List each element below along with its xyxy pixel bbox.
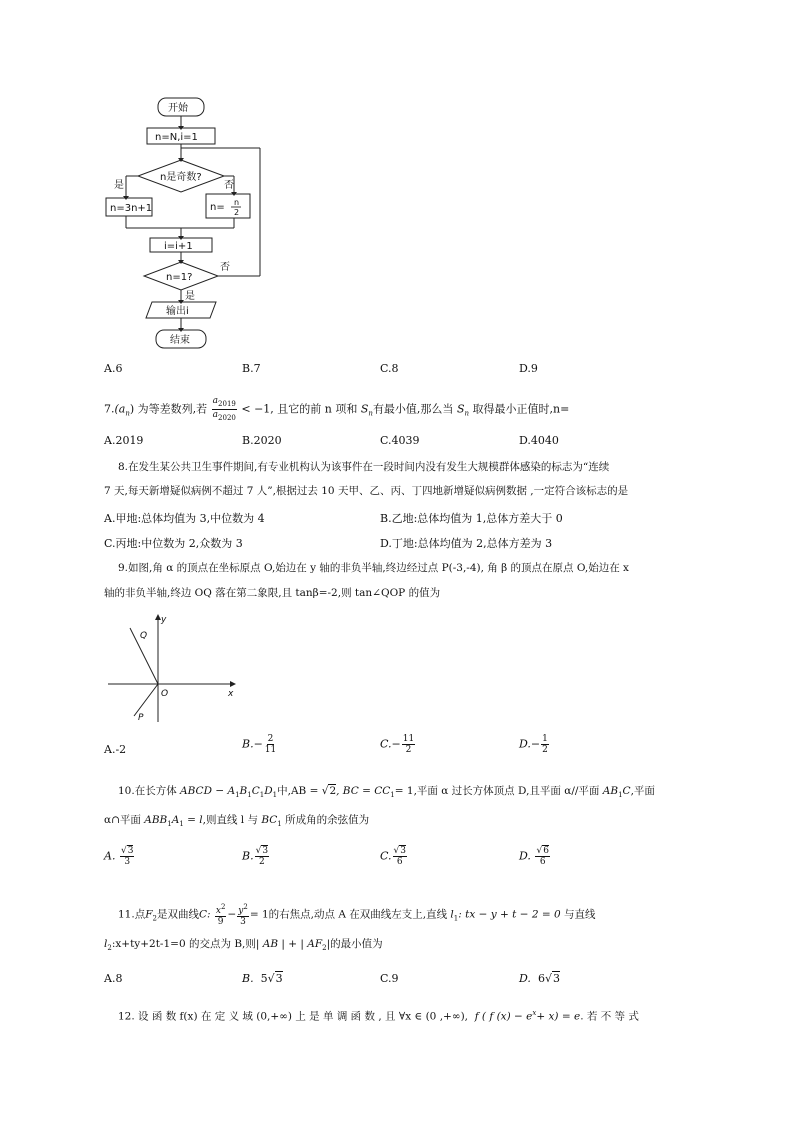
q10-stem-line2: α∩平面 $ABB_1A_1 = l$,则直线 l 与 $BC_1$ 所成角的余弦值为: [104, 814, 370, 829]
q8-option-a: A.甲地:总体均值为 3,中位数为 4: [104, 512, 265, 525]
q8-stem-line2: 7 天,每天新增疑似病例不超过 7 人”,根据过去 10 天甲、乙、丙、丁四地新增疑似病例数据 ,一定符合该标志的是: [104, 485, 629, 497]
flow-no2-label: 否: [220, 262, 230, 273]
q12-stem-line1: 12. 设 函 数 f(x) 在 定 义 域 (0,+∞) 上 是 单 调 函 数 , 且 ∀x ∈ (0 ,+∞), f ( f $(x) - e^x+ x) = e$. 若 不 等 式: [118, 1009, 639, 1023]
q8-stem-line1: 8.在发生某公共卫生事件期间,有专业机构认为该事件在一段时间内没有发生大规模群体感染的标志为“连续: [118, 461, 610, 473]
q7-option-c: C.4039: [380, 434, 420, 447]
flow-yes2-label: 是: [185, 291, 195, 302]
q11-stem-line2: $l_2:x+ty+2t-1=0$ 的交点为 B,则| AB | + | $AF_2|$的最小值为: [104, 938, 383, 953]
q9-axis-x: x: [228, 689, 234, 699]
q6-option-c: C.8: [380, 362, 399, 375]
flow-odd-label: n=3n+1: [110, 203, 153, 214]
q8-option-b: B.乙地:总体均值为 1,总体方差大于 0: [380, 512, 563, 525]
q11-option-c: C.9: [380, 972, 399, 985]
q6-option-b: B.7: [242, 362, 261, 375]
q7-option-b: B.2020: [242, 434, 282, 447]
flow-even-num: n: [234, 198, 240, 207]
flow-yes1-label: 是: [114, 180, 124, 191]
q9-option-a: A.-2: [104, 743, 127, 756]
q6-option-a: A.6: [104, 362, 123, 375]
q8-option-c: C.丙地:中位数为 2,众数为 3: [104, 537, 243, 550]
q9-stem-line1: 9.如图,角 α 的顶点在坐标原点 O,始边在 y 轴的非负半轴,终边经过点 P(-3,-4), 角 β 的顶点在原点 O,始边在 x: [118, 562, 629, 574]
q9-axis-y: y: [161, 615, 167, 625]
q9-angle-figure: [104, 612, 240, 724]
flow-even-label: n=: [210, 202, 225, 213]
q10-option-b: B. $\frac{√3}{2}$: [242, 846, 269, 867]
q11-option-d: D. 6√3: [519, 972, 560, 985]
flow-cond1-label: n是奇数?: [160, 172, 202, 183]
flow-no1-label: 否: [224, 180, 234, 191]
q7-option-a: A.2019: [104, 434, 144, 447]
flow-init-label: n=N,i=1: [155, 132, 198, 143]
q6-option-d: D.9: [519, 362, 538, 375]
flow-output-label: 输出i: [166, 306, 189, 317]
q11-option-a: A.8: [104, 972, 123, 985]
flow-cond2-label: n=1?: [166, 272, 193, 283]
q9-point-p: P: [138, 713, 144, 723]
flowchart-figure: [100, 92, 280, 354]
q10-stem-line1: 10.在长方体 ABCD − $A_1B_1C_1D_1$中,AB = √2, BC = $CC_1= 1$,平面 α 过长方体顶点 D,且平面 α//平面 $AB_1C$,平面: [118, 785, 655, 800]
q11-stem-line1: 11.点$F_2$是双曲线C: $\frac{x^2}{9}$ − $\frac{y^2}{3}$ = 1的右焦点,动点 A 在双曲线左支上,直线 $l_1$: tx − y + t − 2 = 0 与直线: [118, 903, 596, 927]
q9-option-b: B.− $\frac{2}{11}$: [242, 734, 277, 755]
q10-option-d: D. $\frac{√6}{6}$: [519, 846, 549, 867]
q8-option-d: D.丁地:总体均值为 2,总体方差为 3: [380, 537, 553, 550]
q10-option-c: C. $\frac{√3}{6}$: [380, 846, 407, 867]
q10-option-a: A. $\frac{√3}{3}$: [104, 846, 134, 867]
q9-stem-line2: 轴的非负半轴,终边 OQ 落在第二象限,且 tanβ=-2,则 tan∠QOP 的值为: [104, 587, 441, 599]
q7-option-d: D.4040: [519, 434, 559, 447]
flow-incr-label: i=i+1: [164, 241, 193, 252]
q11-option-b: B. 5√3: [242, 972, 283, 985]
flow-start-label: 开始: [168, 103, 188, 114]
q9-point-q: Q: [140, 631, 148, 641]
q9-origin: O: [161, 689, 169, 699]
flow-end-label: 结束: [170, 335, 190, 346]
q9-option-d: D.− $\frac{1}{2}$: [519, 734, 548, 755]
q7-stem: $7.(a_n)$ 为等差数列,若 $\frac{a_{2019}}{a_{2020}}$ < −1, 且它的前 n 项和 $S_n$有最小值,那么当 $S_n$ 取得最小正值时,n=: [104, 396, 570, 422]
q9-option-c: C.− $\frac{11}{2}$: [380, 734, 415, 755]
flow-even-den: 2: [234, 208, 240, 217]
